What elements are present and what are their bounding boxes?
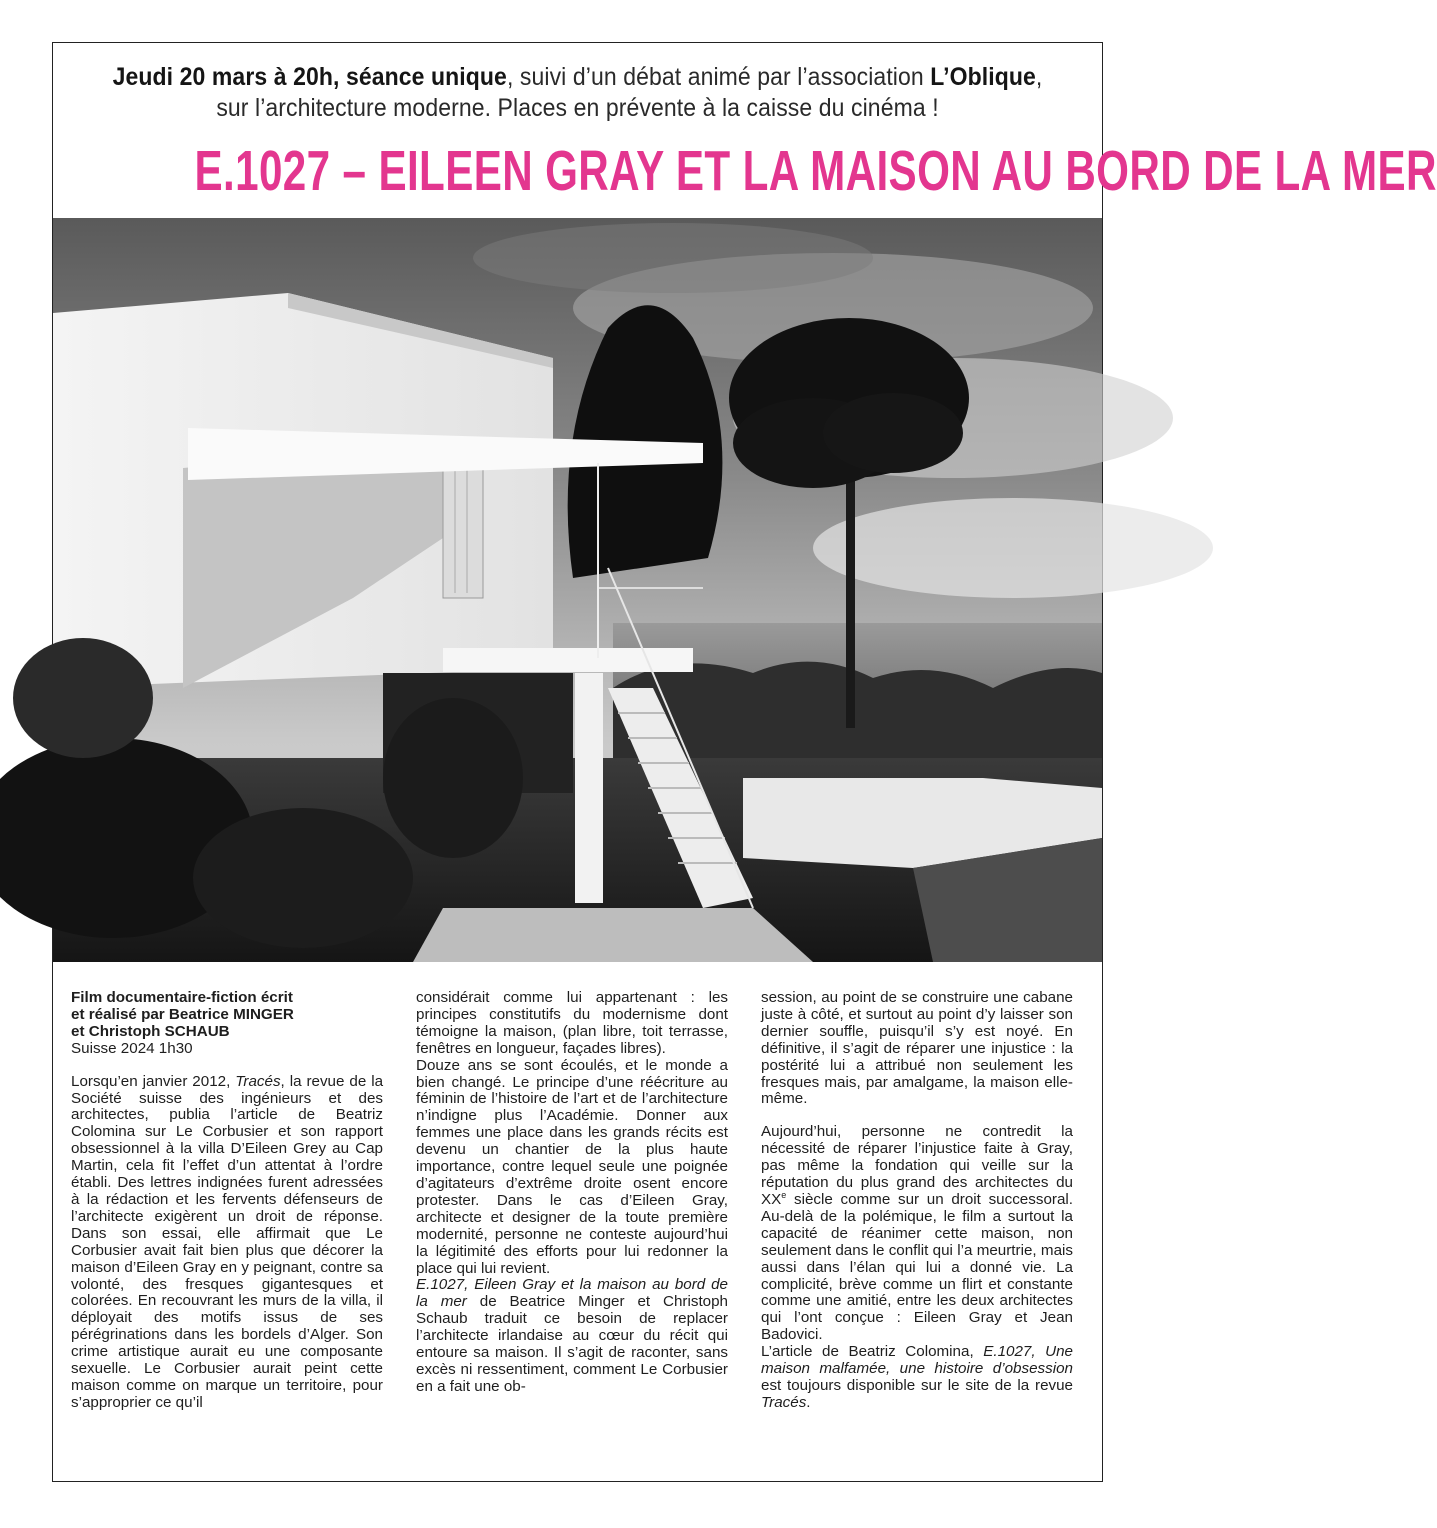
villa-photograph [53,218,1102,962]
intro-line-2: sur l’architecture moderne. Places en prévente à la caisse du cinéma ! [216,94,939,122]
column-1 [71,990,383,1412]
paragraph: Lorsqu’en janvier 2012, Tracés, la revue de la Société suisse des ingénieurs et des architectes, publia l’article de Beatriz Colomina sur Le Corbusier et son rapport obsessionnel à la villa D’Eileen Grey au Cap Martin, cela fit l’effet d’un attentat à l’ordre établi. Des lettres indignées furent adressées à la rédaction et les fervents défenseurs de l’architecte exigèrent un droit de réponse. Dans son essai, elle affirmait que Le Corbusier avait fait bien plus que décorer la maison d’Eileen Gray en y peignant, contre sa volonté, des fresques gigantesques et colorées. En recouvrant les murs de la villa, il déployait des motifs issus de ses pérégrinations dans les bordels d’Alger. Son crime artistique aurait eu une composante sexuelle. Le Corbusier aurait peint cette maison comme on marque un territoire, pour s’approprier ce qu’il [71,1072,384,1411]
column-2 [416,990,728,1396]
intro-text-1: , suivi d’un débat animé par l’association [506,63,931,91]
paragraph: Douze ans se sont écoulés, et le monde a bien changé. Le principe d’une réécriture au féminin de l’histoire de l’art et de l’architecture n’indigne plus l’Académie. Donner aux femmes une place dans les grands récits est devenu un chantier de la plus haute importance, contre lequel seule une poignée d’agitateurs d’extrême droite osent encore protester. Dans le cas d’Eileen Gray, architecte et designer de la toute première modernité, personne ne conteste aujourd’hui la légitimité des efforts pour lui redonner la place qui lui revient. [416,1056,728,1277]
credit-line-2: et réalisé par Beatrice MINGER [71,1005,294,1023]
association-name: L’Oblique [930,63,1036,91]
film-title: E.1027 – EILEEN GRAY ET LA MAISON AU BORD DE LA MER [194,139,1437,203]
intro-text-2: , [1035,63,1043,91]
film-credits [71,990,383,1041]
paragraph: E.1027, Eileen Gray et la maison au bord de la mer de Beatrice Minger et Christoph Schaub traduit ce besoin de replacer l’architecte irlandaise au cœur du récit qui entoure sa maison. Il s’agit de raconter, sans excès ni ressentiment, comment Le Corbusier en a fait une ob- [416,1276,729,1395]
paragraph: considérait comme lui appartenant : les principes constitutifs du modernisme dont témoigne la maison, (plan libre, toit terrasse, fenêtres en longueur, façades libres). [416,989,728,1057]
paragraph: L’article de Beatriz Colomina, E.1027, Une maison malfamée, une histoire d’obsession est toujours disponible sur le site de la revue Tracés. [761,1343,1073,1411]
screening-announcement [101,62,1053,124]
paragraph: session, au point de se construire une cabane juste à côté, et surtout au point d’y laisser son dernier souffle, puisqu’il s’y est noyé. En définitive, il s’agit de réparer une injustice : la postérité lui a attribué non seulement les fresques mais, par amalgame, la maison elle-même. [761,989,1073,1108]
film-info: Suisse 2024 1h30 [71,1039,193,1057]
credit-line-3: et Christoph SCHAUB [71,1022,230,1040]
paragraph: Aujourd’hui, personne ne contredit la nécessité de réparer l’injustice faite à Gray, pas même la fondation qui veille sur la réputation du plus grand des architectes du XXe siècle comme sur un droit successoral. Au-delà de la polémique, le film a surtout la capacité de réanimer cette maison, non seulement dans le conflit qui l’a meurtrie, mais aussi dans l’élan qui lui a donné vie. La complicité, brève comme un flirt et constante comme une amitié, entre les deux architectes qui l’ont conçue : Eileen Gray et Jean Badovici. [761,1123,1073,1344]
column-3 [761,990,1073,1412]
credit-line-1: Film documentaire-fiction écrit [71,989,293,1006]
screening-date: Jeudi 20 mars à 20h, séance unique [112,63,507,91]
